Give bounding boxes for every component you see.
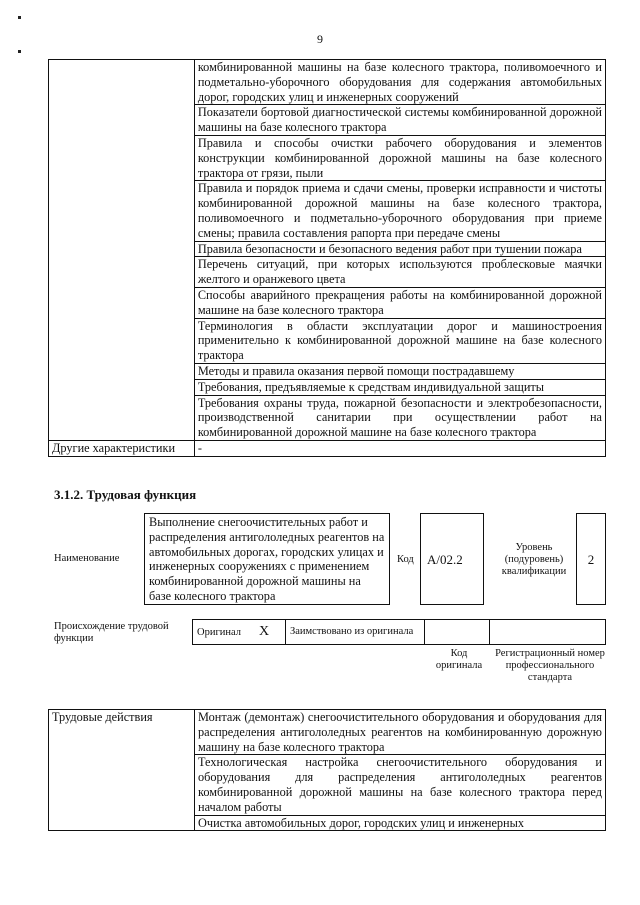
other-characteristics-label: Другие характеристики bbox=[49, 440, 195, 456]
borrowed-cell bbox=[285, 619, 425, 645]
scan-mark bbox=[18, 16, 21, 19]
level-value: 2 bbox=[576, 513, 606, 605]
action-item: Монтаж (демонтаж) снегоочистительного оборудования и оборудования для распределения антигололедных реагентов на комбинированную дорожную машину на базе колесного трактора bbox=[195, 710, 606, 755]
knowledge-item: Правила и порядок приема и сдачи смены, проверки исправности и чистоты комбинированной дорожной машины на базе колесного трактора, поливомоечного и подметально-уборочного оборудования при приеме смены; правила составления рапорта при передаче смены bbox=[194, 181, 605, 241]
function-name: Выполнение снегоочистительных работ и распределения антигололедных реагентов на автомобильных дорогах, городских улицах и инженерных сооружениях с применением комбинированной дорожной машины на базе колесного трактора bbox=[144, 513, 390, 605]
actions-label: Трудовые действия bbox=[49, 710, 195, 831]
knowledge-item: Способы аварийного прекращения работы на комбинированной дорожной машине на базе колесного трактора bbox=[194, 287, 605, 318]
left-cell-empty bbox=[49, 60, 195, 441]
action-item: Технологическая настройка снегоочистительного оборудования и оборудования для распределения антигололедных реагентов комбинированной дорожной машины на базе колесного трактора перед началом работы bbox=[195, 755, 606, 815]
level-label: Уровень (подуровень) квалификации bbox=[501, 542, 567, 577]
reg-number-cell bbox=[489, 619, 606, 645]
reg-caption: Регистрационный номер профессионального стандарта bbox=[495, 648, 605, 683]
page-number: 9 bbox=[317, 32, 323, 46]
knowledge-item: Терминология в области эксплуатации дорог и машиностроения применительно к комбинированной дорожной машине на базе колесного трактора bbox=[194, 318, 605, 363]
origin-label: Происхождение трудовой функции bbox=[54, 621, 169, 644]
code-label: Код bbox=[397, 554, 414, 565]
knowledge-item: комбинированной машины на базе колесного трактора, поливомоечного и подметально-уборочного оборудования для содержания автомобильных дорог, городских улиц и инженерных сооружений bbox=[194, 60, 605, 105]
knowledge-item: Требования охраны труда, пожарной безопасности и электробезопасности, производственной санитарии при осуществлении работ на комбинированной дорожной машине на базе колесного трактора bbox=[194, 395, 605, 440]
knowledge-table bbox=[48, 59, 606, 457]
knowledge-item: Методы и правила оказания первой помощи пострадавшему bbox=[194, 363, 605, 379]
original-label: Оригинал bbox=[197, 627, 241, 638]
knowledge-item: Требования, предъявляемые к средствам индивидуальной защиты bbox=[194, 379, 605, 395]
knowledge-item: Правила безопасности и безопасного ведения работ при тушении пожара bbox=[194, 241, 605, 257]
function-code: А/02.2 bbox=[420, 513, 484, 605]
borrowed-label: Заимствовано из оригинала bbox=[290, 626, 414, 637]
knowledge-item: Показатели бортовой диагностической системы комбинированной дорожной машины на базе колесного трактора bbox=[194, 105, 605, 136]
other-characteristics-value: - bbox=[194, 440, 605, 456]
scan-mark bbox=[18, 50, 21, 53]
original-cell bbox=[192, 619, 286, 645]
section-title: 3.1.2. Трудовая функция bbox=[54, 487, 197, 502]
name-label: Наименование bbox=[54, 553, 120, 564]
original-mark: X bbox=[259, 624, 270, 639]
original-code-cell bbox=[424, 619, 490, 645]
knowledge-item: Правила и способы очистки рабочего оборудования и элементов конструкции комбинированной дорожной машины на базе колесного трактора от грязи, пыли bbox=[194, 135, 605, 180]
actions-table bbox=[48, 709, 606, 831]
knowledge-item: Перечень ситуаций, при которых используются проблесковые маячки желтого и оранжевого цвета bbox=[194, 257, 605, 288]
table-row bbox=[49, 440, 606, 456]
table-row bbox=[49, 60, 606, 105]
table-row bbox=[49, 710, 606, 755]
code-caption: Код оригинала bbox=[435, 648, 483, 671]
action-item: Очистка автомобильных дорог, городских улиц и инженерных bbox=[195, 815, 606, 831]
